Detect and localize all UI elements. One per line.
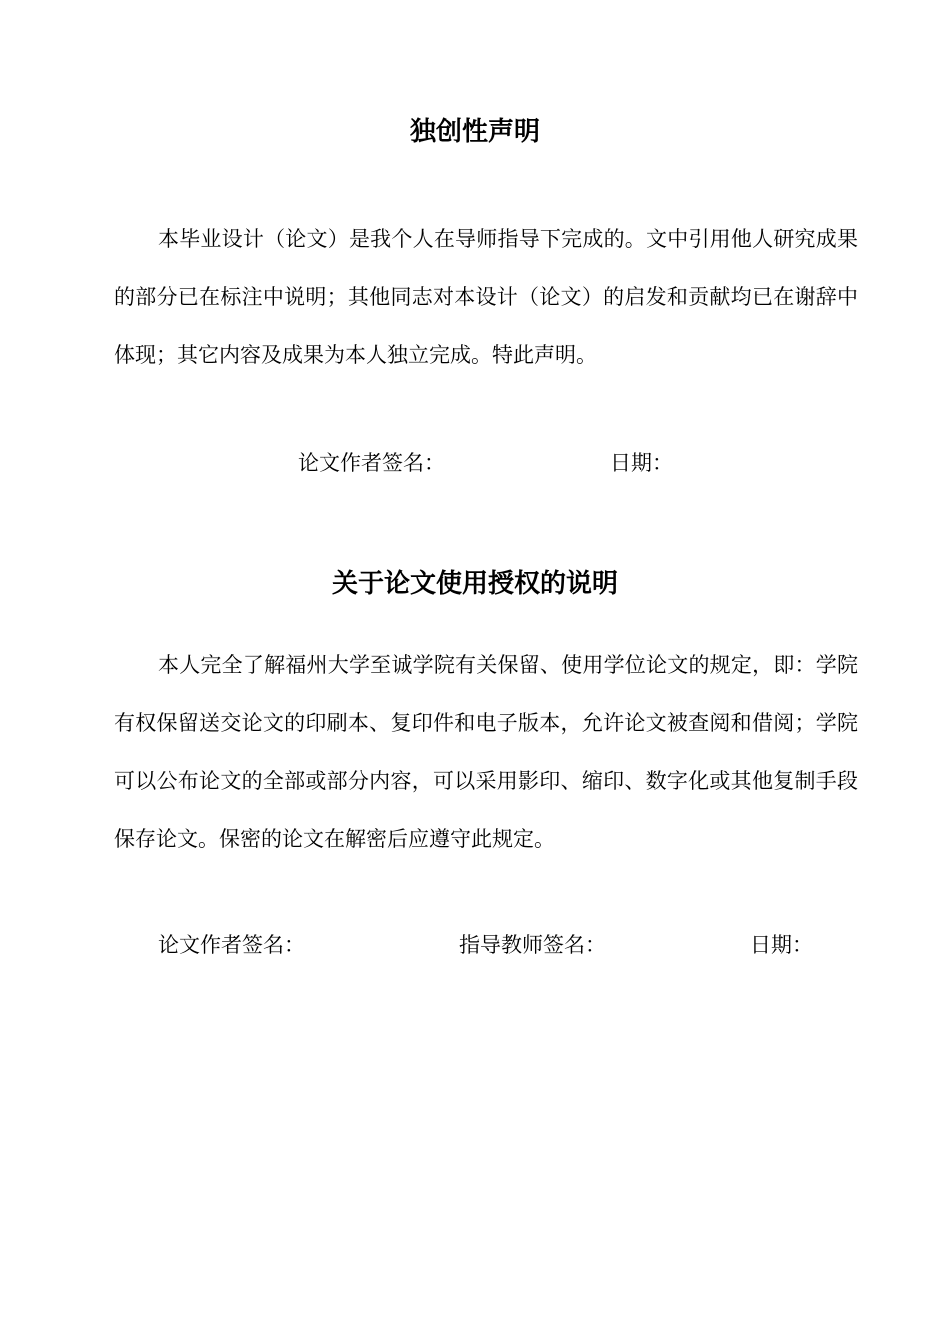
authorization-title: 关于论文使用授权的说明	[331, 569, 618, 599]
authorization-supervisor-signature-label: 指导教师签名：	[459, 933, 606, 957]
authorization-date-label: 日期：	[750, 933, 813, 957]
authorization-author-signature-label: 论文作者签名：	[158, 933, 305, 957]
authorization-paragraph: 本人完全了解福州大学至诚学院有关保留、使用学位论文的规定，即：学院有权保留送交论文的印刷本、复印件和电子版本，允许论文被查阅和借阅；学院可以公布论文的全部或部分内容，可以采用影印、缩印、数字化或其他复制手段保存论文。保密的论文在解密后应遵守此规定。	[114, 653, 858, 851]
originality-statement-title: 独创性声明	[409, 117, 540, 147]
originality-statement-paragraph: 本毕业设计（论文）是我个人在导师指导下完成的。文中引用他人研究成果的部分已在标注中说明；其他同志对本设计（论文）的启发和贡献均已在谢辞中体现；其它内容及成果为本人独立完成。特此声明。	[114, 227, 858, 367]
originality-date-label: 日期：	[610, 451, 673, 475]
originality-author-signature-label: 论文作者签名：	[298, 451, 445, 475]
